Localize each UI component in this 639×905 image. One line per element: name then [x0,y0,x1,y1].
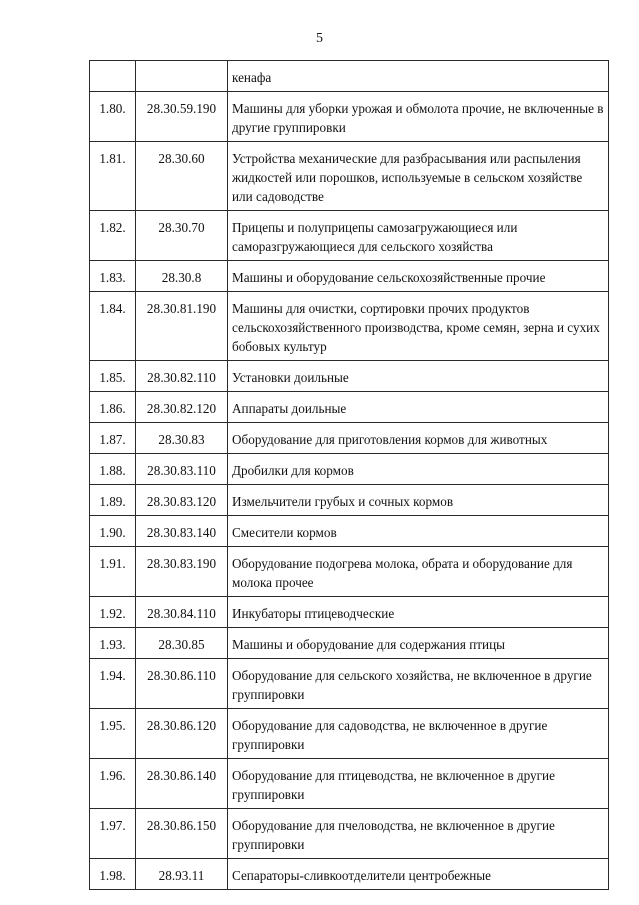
row-name: Машины для уборки урожая и обмолота прочие, не включенные в другие группировки [228,92,609,142]
table-row [90,859,609,890]
row-code: 28.30.86.110 [136,659,228,709]
page-number: 5 [316,31,323,46]
row-code: 28.30.83.120 [136,485,228,516]
row-name: кенафа [228,61,609,92]
table-row [90,392,609,423]
row-number: 1.80. [90,92,136,142]
row-number: 1.90. [90,516,136,547]
row-number: 1.86. [90,392,136,423]
row-code: 28.30.83.190 [136,547,228,597]
row-name: Оборудование для пчеловодства, не включенное в другие группировки [228,809,609,859]
row-code: 28.30.85 [136,628,228,659]
row-code: 28.30.59.190 [136,92,228,142]
row-number: 1.94. [90,659,136,709]
row-number: 1.82. [90,211,136,261]
row-code: 28.30.60 [136,142,228,211]
table-row [90,628,609,659]
row-number: 1.98. [90,859,136,890]
row-name: Дробилки для кормов [228,454,609,485]
row-code: 28.30.86.150 [136,809,228,859]
table-row [90,809,609,859]
row-number: 1.93. [90,628,136,659]
row-name: Сепараторы-сливкоотделители центробежные [228,859,609,890]
row-name: Оборудование для приготовления кормов для животных [228,423,609,454]
table-row [90,361,609,392]
row-number [90,61,136,92]
row-code: 28.30.86.120 [136,709,228,759]
table-row [90,61,609,92]
table-row [90,659,609,709]
table-row [90,759,609,809]
row-code: 28.30.83.110 [136,454,228,485]
row-code: 28.30.82.120 [136,392,228,423]
table-row [90,292,609,361]
row-name: Машины и оборудование для содержания птицы [228,628,609,659]
row-number: 1.92. [90,597,136,628]
table-row [90,485,609,516]
row-number: 1.81. [90,142,136,211]
row-code: 28.30.8 [136,261,228,292]
row-code [136,61,228,92]
row-number: 1.89. [90,485,136,516]
table-row [90,454,609,485]
row-name: Аппараты доильные [228,392,609,423]
row-name: Измельчители грубых и сочных кормов [228,485,609,516]
row-code: 28.30.83.140 [136,516,228,547]
row-name: Оборудование подогрева молока, обрата и оборудование для молока прочее [228,547,609,597]
row-code: 28.30.81.190 [136,292,228,361]
table-body [90,61,609,890]
row-name: Оборудование для садоводства, не включенное в другие группировки [228,709,609,759]
row-number: 1.87. [90,423,136,454]
row-name: Машины для очистки, сортировки прочих продуктов сельскохозяйственного производства, кроме семян, зерна и сухих бобовых культур [228,292,609,361]
row-code: 28.30.86.140 [136,759,228,809]
table-row [90,211,609,261]
row-code: 28.93.11 [136,859,228,890]
row-code: 28.30.82.110 [136,361,228,392]
table-row [90,547,609,597]
table-row [90,261,609,292]
row-code: 28.30.84.110 [136,597,228,628]
classifier-table [89,60,609,890]
row-name: Смесители кормов [228,516,609,547]
row-name: Машины и оборудование сельскохозяйственные прочие [228,261,609,292]
row-number: 1.85. [90,361,136,392]
row-code: 28.30.83 [136,423,228,454]
table-row [90,92,609,142]
table-row [90,709,609,759]
row-name: Прицепы и полуприцепы самозагружающиеся или саморазгружающиеся для сельского хозяйства [228,211,609,261]
row-code: 28.30.70 [136,211,228,261]
table-row [90,142,609,211]
row-name: Оборудование для сельского хозяйства, не включенное в другие группировки [228,659,609,709]
row-number: 1.95. [90,709,136,759]
row-number: 1.84. [90,292,136,361]
table-row [90,423,609,454]
row-name: Оборудование для птицеводства, не включенное в другие группировки [228,759,609,809]
row-number: 1.83. [90,261,136,292]
row-number: 1.91. [90,547,136,597]
row-number: 1.97. [90,809,136,859]
row-name: Устройства механические для разбрасывания или распыления жидкостей или порошков, используемые в сельском хозяйстве или садоводстве [228,142,609,211]
table-row [90,516,609,547]
row-number: 1.96. [90,759,136,809]
row-name: Инкубаторы птицеводческие [228,597,609,628]
row-name: Установки доильные [228,361,609,392]
row-number: 1.88. [90,454,136,485]
table-row [90,597,609,628]
